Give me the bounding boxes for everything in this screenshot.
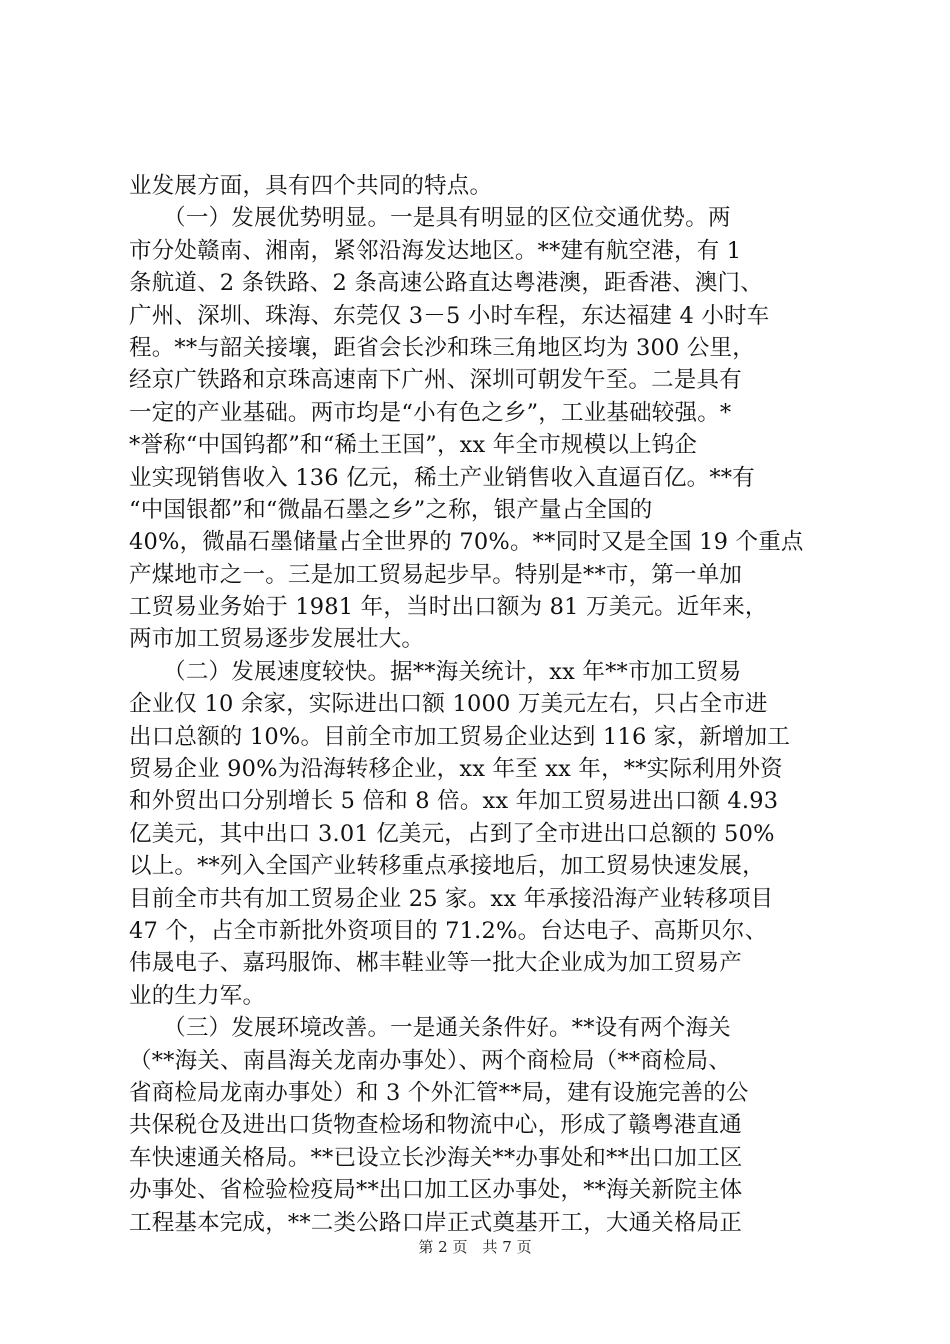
page-number-label: 第 2 页 共 7 页 <box>418 1238 532 1256</box>
text-line: 省商检局龙南办事处）和 3 个外汇管**局，建有设施完善的公 <box>129 1079 749 1106</box>
text-line: 和外贸出口分别增长 5 倍和 8 倍。xx 年加工贸易进出口额 4.93 <box>129 788 779 815</box>
text-line: 程。**与韶关接壤，距省会长沙和珠三角地区均为 300 公里， <box>129 334 755 361</box>
text-line: 业的生力军。 <box>129 982 266 1009</box>
text-line: 亿美元，其中出口 3.01 亿美元，占到了全市进出口总额的 50% <box>129 820 775 847</box>
text-line: （二）发展速度较快。据**海关统计，xx 年**市加工贸易 <box>129 658 742 685</box>
text-line: 业发展方面，具有四个共同的特点。 <box>129 173 493 199</box>
text-line: 办事处、省检验检疫局**出口加工区办事处，**海关新院主体 <box>129 1177 743 1204</box>
text-line: （三）发展环境改善。一是通关条件好。**设有两个海关 <box>129 1015 731 1042</box>
text-line: “中国银都”和“微晶石墨之乡”之称，银产量占全国的 <box>129 496 653 523</box>
text-line: 出口总额的 10%。目前全市加工贸易企业达到 116 家，新增加工 <box>129 723 791 750</box>
text-line: 共保税仓及进出口货物查检场和物流中心，形成了赣粤港直通 <box>129 1112 742 1139</box>
text-line: 市分处赣南、湘南，紧邻沿海发达地区。**建有航空港，有 1 <box>129 237 742 264</box>
text-line: 贸易企业 90%为沿海转移企业，xx 年至 xx 年，**实际利用外资 <box>129 756 783 783</box>
text-line: （一）发展优势明显。一是具有明显的区位交通优势。两 <box>129 205 731 232</box>
page-footer <box>0 1237 950 1257</box>
text-line: 伟晟电子、嘉玛服饰、郴丰鞋业等一批大企业成为加工贸易产 <box>129 950 742 977</box>
body-text <box>129 170 839 1239</box>
text-line: 经京广铁路和京珠高速南下广州、深圳可朝发午至。二是具有 <box>129 367 742 394</box>
text-line: 企业仅 10 余家，实际进出口额 1000 万美元左右，只占全市进 <box>129 691 768 718</box>
text-line: *誉称“中国钨都”和“稀土王国”，xx 年全市规模以上钨企 <box>129 432 698 459</box>
text-line: 工贸易业务始于 1981 年，当时出口额为 81 万美元。近年来， <box>129 594 768 621</box>
text-line: 以上。**列入全国产业转移重点承接地后，加工贸易快速发展， <box>129 853 765 880</box>
text-line: 业实现销售收入 136 亿元，稀土产业销售收入直逼百亿。**有 <box>129 464 755 491</box>
text-line: 47 个，占全市新批外资项目的 71.2%。台达电子、高斯贝尔、 <box>129 917 768 944</box>
text-line: 车快速通关格局。**已设立长沙海关**办事处和**出口加工区 <box>129 1144 743 1171</box>
text-line: （**海关、南昌海关龙南办事处）、两个商检局（**商检局、 <box>129 1047 732 1074</box>
text-line: 产煤地市之一。三是加工贸易起步早。特别是**市，第一单加 <box>129 561 743 588</box>
text-line: 目前全市共有加工贸易企业 25 家。xx 年承接沿海产业转移项目 <box>129 885 774 912</box>
text-line: 广州、深圳、珠海、东莞仅 3－5 小时车程，东达福建 4 小时车 <box>129 302 770 329</box>
text-line: 40%，微晶石墨储量占全世界的 70%。**同时又是全国 19 个重点 <box>129 529 804 556</box>
text-line: 一定的产业基础。两市均是“小有色之乡”，工业基础较强。* <box>129 399 732 426</box>
text-line: 条航道、2 条铁路、2 条高速公路直达粤港澳，距香港、澳门、 <box>129 270 763 297</box>
text-line: 工程基本完成，**二类公路口岸正式奠基开工，大通关格局正 <box>129 1209 743 1236</box>
text-line: 两市加工贸易逐步发展壮大。 <box>129 626 425 653</box>
